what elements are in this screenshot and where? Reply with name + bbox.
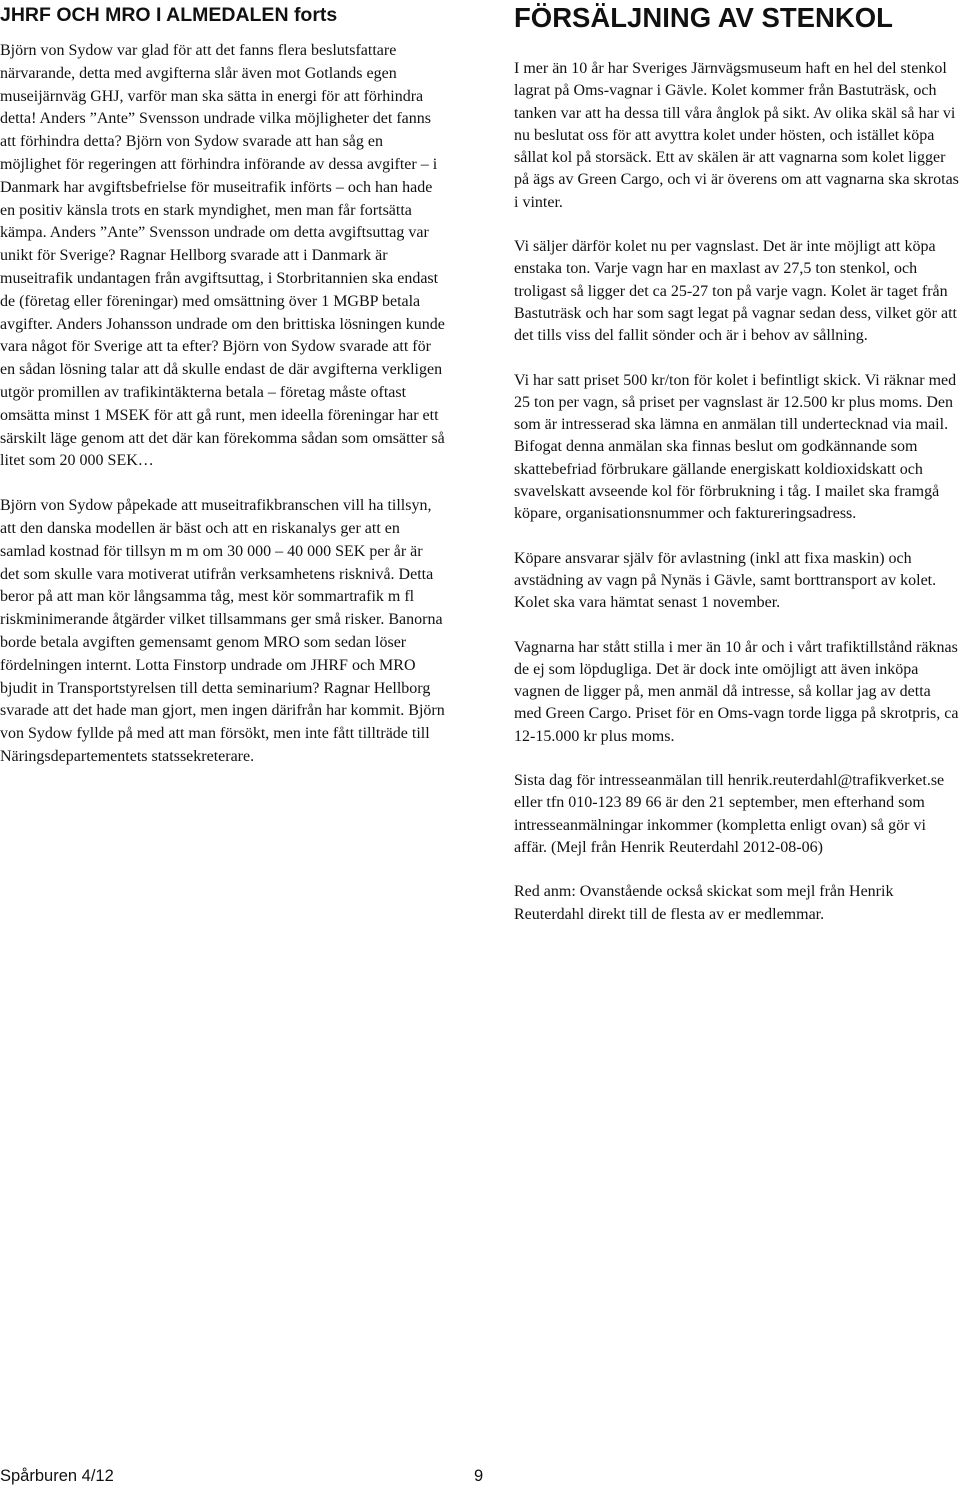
right-paragraph: Sista dag för intresseanmälan till henrik.reuterdahl@trafikverket.se eller tfn 010-123 89 66 är den 21 september, men efterhand som intresseanmälningar inkommer (kompletta enligt ovan) så gör vi affär. (Mejl från Henrik Reuterdahl 2012-08-06) xyxy=(514,772,945,856)
right-paragraph: Vi säljer därför kolet nu per vagnslast. Det är inte möjligt att köpa enstaka ton. Varje vagn har en maxlast av 27,5 ton stenkol, och troligast så ligger det ca 25-27 ton på varje vagn. Kolet är taget från Bastuträsk och har som sagt legat på vagnar sedan dess, vilket gör att det tills viss del fallit sönder och är i behov av sållning. xyxy=(514,238,957,345)
right-paragraph: Vi har satt priset 500 kr/ton för kolet i befintligt skick. Vi räknar med 25 ton per vagn, så priset per vagnslast är 12.500 kr plus moms. Den som är intresserad ska lämna en anmälan till undertecknad via mail. Bifogat denna anmälan ska finnas beslut om godkännande som skattebefriad förbrukare gällande energiskatt koldioxidskatt och svavelskatt avseende kol för förbrukning i tåg. I mailet ska framgå köpare, organisationsnummer och faktureringsadress. xyxy=(514,371,957,523)
right-paragraph: Vagnarna har stått stilla i mer än 10 år och i vårt trafiktillstånd räknas de ej som löpdugliga. Det är dock inte omöjligt att även inköpa vagnen de ligger på, men anmäl då intresse, så kollar jag av detta med Green Cargo. Priset för en Oms-vagn torde ligga på skrotpris, ca 12-15.000 kr plus moms. xyxy=(514,638,959,745)
footer-publication: Spårburen 4/12 xyxy=(0,1467,114,1485)
right-article-title: FÖRSÄLJNING AV STENKOL xyxy=(514,2,893,33)
right-paragraph: I mer än 10 år har Sveriges Järnvägsmuseum haft en hel del stenkol lagrat på Oms-vagnar i Gävle. Kolet kommer från Bastuträsk, och tanken var att ha dessa till våra ånglok på sikt. Av olika skäl så har vi nu beslutat oss för att avyttra kolet under hösten, och istället köpa sållat kol på storsäck. Ett av skälen är att vagnarna som kolet ligger på ägs av Green Cargo, och vi är överens om att vagnarna ska skrotas i vinter. xyxy=(514,60,959,211)
left-paragraph: Björn von Sydow var glad för att det fanns flera beslutsfattare närvarande, detta med avgifterna slår även mot Gotlands egen museijärnväg GHJ, varför man ska sätta in energi för att förhindra detta! Anders ”Ante” Svensson undrade vilka möjligheter det fanns att förhindra detta? Björn von Sydow svarade att han såg en möjlighet för regeringen att förhindra införande av dessa avgifter – i Danmark har avgiftsbefrielse för museitrafik införts – och han hade en positiv känsla trots en stark myndighet, men man får fortsätta kämpa. Anders ”Ante” Svensson undrade om detta avgiftsuttag var unikt för Sverige? Ragnar Hellborg svarade att i Danmark är museitrafik undantagen från avgiftsuttag, i Storbritannien ska endast de (företag eller föreningar) med omsättning över 1 MGBP betala avgifter. Anders Johansson undrade om den brittiska lösningen kunde vara något för Sverige att ta efter? Björn von Sydow svarade att för en sådan lösning talar att då skulle endast de där avgifterna verkligen utgör promillen av trafikintäkterna betala – företag måste oftast omsätta minst 1 MSEK för att gå runt, men ideella föreningar har ett särskilt läge genom att det där kan förekomma sådan som omsätter så litet som 20 000 SEK… xyxy=(0,42,445,470)
right-paragraph: Red anm: Ovanstående också skickat som mejl från Henrik Reuterdahl direkt till de flesta av er medlemmar. xyxy=(514,883,894,923)
left-article-title: JHRF OCH MRO I ALMEDALEN forts xyxy=(0,4,338,26)
footer-page-number: 9 xyxy=(474,1467,484,1485)
left-paragraph: Björn von Sydow påpekade att museitrafikbranschen vill ha tillsyn, att den danska modellen är bäst och att en riskanalys ger att en samlad kostnad för tillsyn m m om 30 000 – 40 000 SEK per år är det som skulle vara motiverat utifrån verksamhetens risknivå. Detta beror på att man kör långsamma tåg, mest kör sommartrafik m fl riskminimerande åtgärder vilket tillsammans ger små risker. Banorna borde betala avgiften gemensamt genom MRO som sedan löser fördelningen internt. Lotta Finstorp undrade om JHRF och MRO bjudit in Transportstyrelsen till detta seminarium? Ragnar Hellborg svarade att det hade man gjort, men ingen därifrån har kommit. Björn von Sydow fyllde på med att man försökt, men inte fått tillträde till Näringsdepartementets statssekreterare. xyxy=(0,497,445,765)
left-article-body xyxy=(0,40,446,791)
right-paragraph: Köpare ansvarar själv för avlastning (inkl att fixa maskin) och avstädning av vagn på Nynäs i Gävle, samt borttransport av kolet. Kolet ska vara hämtat senast 1 november. xyxy=(514,549,937,612)
right-article-body xyxy=(514,58,960,948)
